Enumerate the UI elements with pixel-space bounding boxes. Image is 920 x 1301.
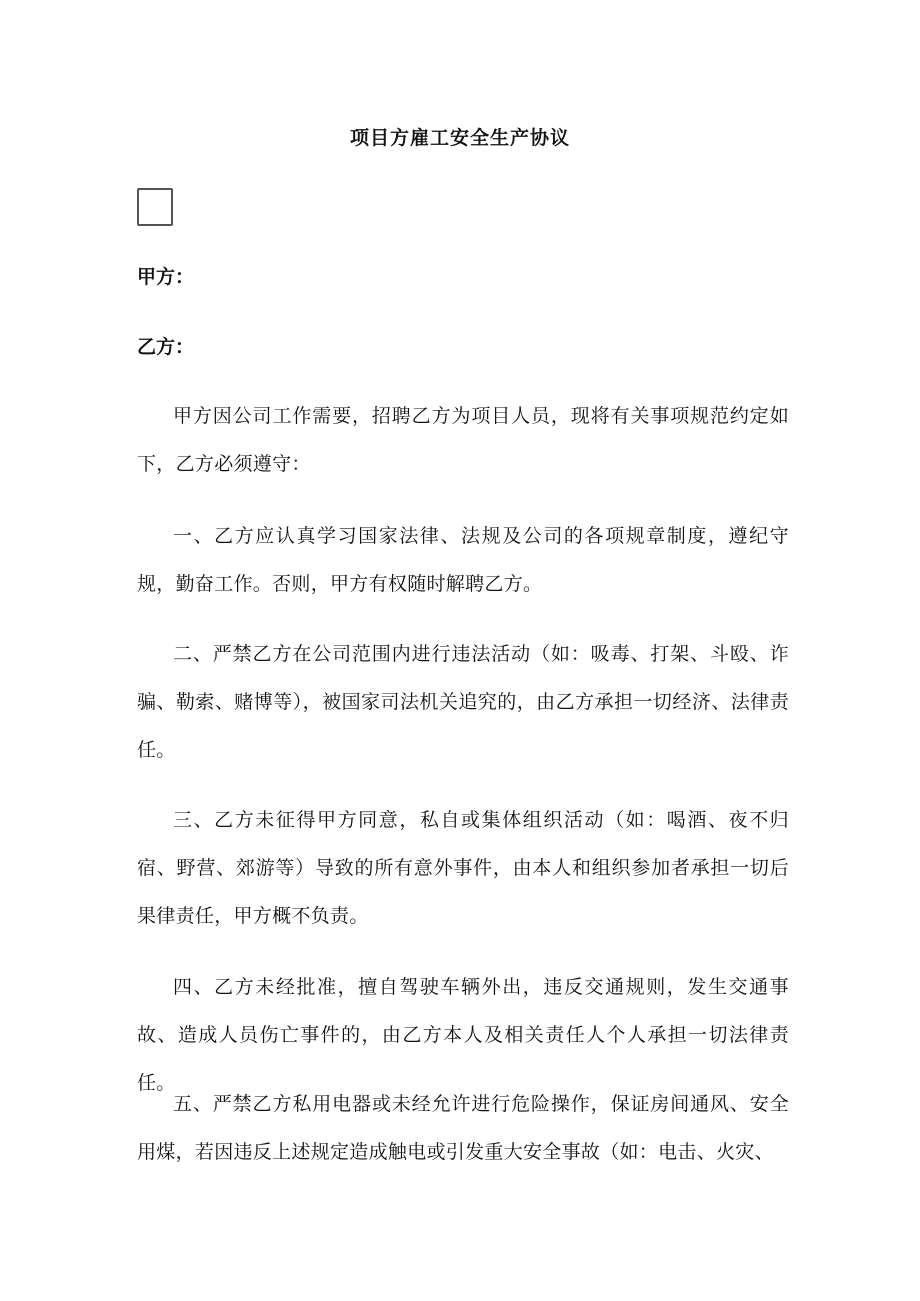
checkbox[interactable]	[137, 188, 173, 226]
clause-1: 一、乙方应认真学习国家法律、法规及公司的各项规章制度，遵纪守规，勤奋工作。否则，甲方有权随时解聘乙方。	[137, 525, 789, 595]
party-a-label: 甲方：	[137, 266, 195, 288]
clause-3: 三、乙方未征得甲方同意，私自或集体组织活动（如：喝酒、夜不归宿、野营、郊游等）导致的所有意外事件，由本人和组织参加者承担一切后果律责任，甲方概不负责。	[137, 809, 789, 927]
clause-2: 二、严禁乙方在公司范围内进行违法活动（如：吸毒、打架、斗殴、诈骗、勒索、赌博等），被国家司法机关追究的，由乙方承担一切经济、法律责任。	[137, 643, 789, 761]
intro-paragraph: 甲方因公司工作需要，招聘乙方为项目人员，现将有关事项规范约定如下，乙方必须遵守：	[137, 405, 789, 475]
document-title: 项目方雇工安全生产协议	[349, 127, 570, 149]
clause-5: 五、严禁乙方私用电器或未经允许进行危险操作，保证房间通风、安全用煤，若因违反上述规定造成触电或引发重大安全事故（如：电击、火灾、	[137, 1093, 789, 1163]
party-b-label: 乙方：	[137, 336, 195, 358]
clause-4: 四、乙方未经批准，擅自驾驶车辆外出，违反交通规则，发生交通事故、造成人员伤亡事件的，由乙方本人及相关责任人个人承担一切法律责任。	[137, 976, 789, 1094]
